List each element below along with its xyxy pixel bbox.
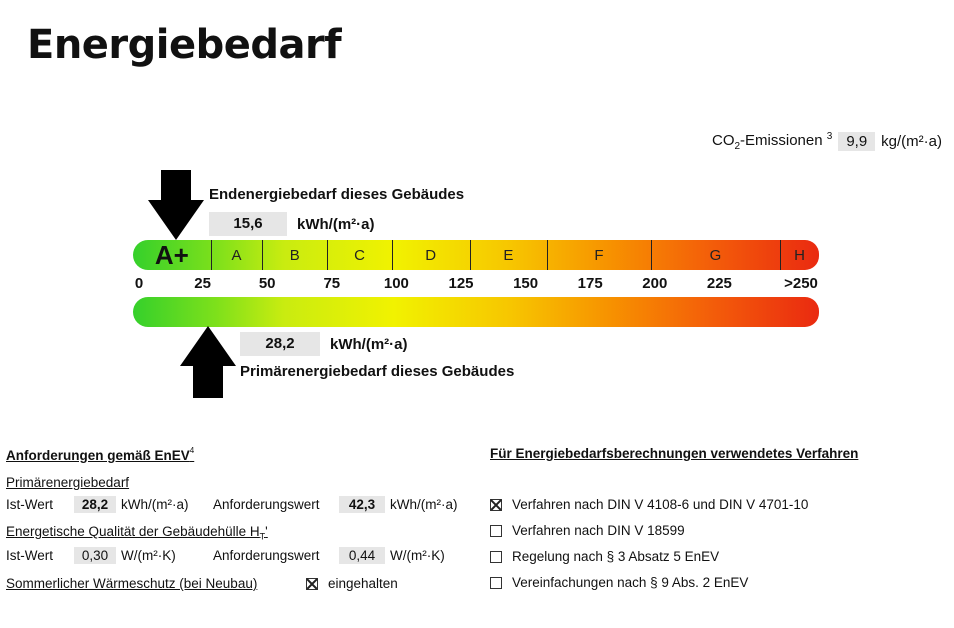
verfahren-item — [490, 523, 685, 538]
huelle-row — [6, 547, 445, 564]
verfahren-checkbox[interactable] — [490, 499, 502, 511]
anforderung-label: Anforderungswert — [213, 548, 320, 563]
energy-gradient-bar — [133, 297, 819, 327]
sommer-row — [6, 576, 398, 591]
primaer-anf-value: 42,3 — [339, 496, 385, 513]
scale-tick-label: 0 — [134, 275, 144, 292]
primaerenergie-label: Primärenergiebedarf dieses Gebäudes — [240, 363, 515, 380]
sommer-label: Sommerlicher Wärmeschutz (bei Neubau) — [6, 576, 258, 591]
scale-tick-label: 225 — [706, 275, 732, 292]
primaer-ist-value: 28,2 — [74, 496, 116, 513]
class-separator — [392, 240, 393, 270]
scale-tick-label: >250 — [784, 275, 818, 292]
huelle-anf-unit: W/(m²·K) — [390, 548, 445, 563]
anforderungen-heading: Anforderungen gemäß EnEV$^4$ — [6, 446, 195, 463]
scale-tick-label: 200 — [642, 275, 668, 292]
ist-label: Ist-Wert — [6, 548, 53, 563]
endenergie-label: Endenergiebedarf dieses Gebäudes — [209, 186, 465, 203]
energy-class-d: D — [425, 246, 437, 264]
scale-tick-label: 25 — [194, 275, 211, 292]
endenergie-arrow-icon — [148, 170, 204, 242]
endenergie-value: 15,6 — [209, 212, 287, 236]
class-separator — [327, 240, 328, 270]
verfahren-label: Verfahren nach DIN V 4108-6 und DIN V 4701-10 — [512, 497, 809, 512]
energy-class-e: E — [503, 246, 514, 264]
energy-class-a: A — [231, 246, 242, 264]
primaerenergie-unit: kWh/(m²·a) — [330, 335, 408, 353]
scale-tick-label: 75 — [323, 275, 341, 292]
co2-value: 9,9 — [838, 132, 875, 151]
anforderung-label: Anforderungswert — [213, 497, 320, 512]
verfahren-item — [490, 497, 808, 512]
energy-class-scale — [133, 240, 819, 270]
huelle-ist-unit: W/(m²·K) — [121, 548, 176, 563]
primaer-heading: Primärenergiebedarf — [6, 475, 130, 490]
verfahren-checkbox[interactable] — [490, 551, 502, 563]
scale-tick-label: 50 — [258, 275, 276, 292]
class-separator — [262, 240, 263, 270]
primaerenergie-value-row — [240, 332, 408, 356]
scale-tick-label: 175 — [577, 275, 603, 292]
co2-label: $CO_2$-Emissionen $^3$ — [711, 131, 833, 152]
verfahren-heading: Für Energiebedarfsberechnungen verwendetes Verfahren — [490, 446, 859, 461]
co2-unit: kg/(m²·a) — [881, 133, 942, 150]
verfahren-label: Verfahren nach DIN V 18599 — [512, 523, 685, 538]
primaerenergie-value: 28,2 — [240, 332, 320, 356]
class-separator — [211, 240, 212, 270]
energy-class-a-plus: A+ — [154, 240, 189, 270]
ist-label: Ist-Wert — [6, 497, 53, 512]
verfahren-label: Regelung nach § 3 Absatz 5 EnEV — [512, 549, 720, 564]
energy-class-h: H — [794, 246, 805, 264]
endenergie-unit: kWh/(m²·a) — [297, 215, 375, 233]
page-title: Energiebedarf — [27, 22, 342, 68]
sommer-value: eingehalten — [328, 576, 398, 591]
energy-class-c: C — [354, 246, 365, 264]
huelle-heading: Energetische Qualität der Gebäudehülle $H_T'$ — [6, 524, 268, 542]
energy-class-b: B — [289, 246, 300, 264]
huelle-ist-value: 0,30 — [74, 547, 116, 564]
scale-tick-label: 100 — [383, 275, 409, 292]
verfahren-item — [490, 575, 748, 590]
verfahren-item — [490, 549, 719, 564]
scale-tick-label: 150 — [513, 275, 539, 292]
verfahren-checkbox[interactable] — [490, 577, 502, 589]
energy-class-g: G — [709, 246, 722, 264]
co2-emissions — [712, 131, 942, 152]
class-separator — [547, 240, 548, 270]
verfahren-label: Vereinfachungen nach § 9 Abs. 2 EnEV — [512, 575, 749, 590]
scale-tick-label: 125 — [448, 275, 474, 292]
class-separator — [651, 240, 652, 270]
primaer-anf-unit: kWh/(m²·a) — [390, 497, 458, 512]
energy-class-f: F — [594, 246, 604, 264]
class-separator — [470, 240, 471, 270]
endenergie-value-row — [209, 212, 375, 236]
primaer-ist-unit: kWh/(m²·a) — [121, 497, 189, 512]
huelle-anf-value: 0,44 — [339, 547, 385, 564]
class-separator — [780, 240, 781, 270]
primaer-row — [6, 496, 458, 513]
sommer-checkbox[interactable] — [306, 578, 318, 590]
primaerenergie-arrow-icon — [180, 326, 236, 398]
verfahren-checkbox[interactable] — [490, 525, 502, 537]
